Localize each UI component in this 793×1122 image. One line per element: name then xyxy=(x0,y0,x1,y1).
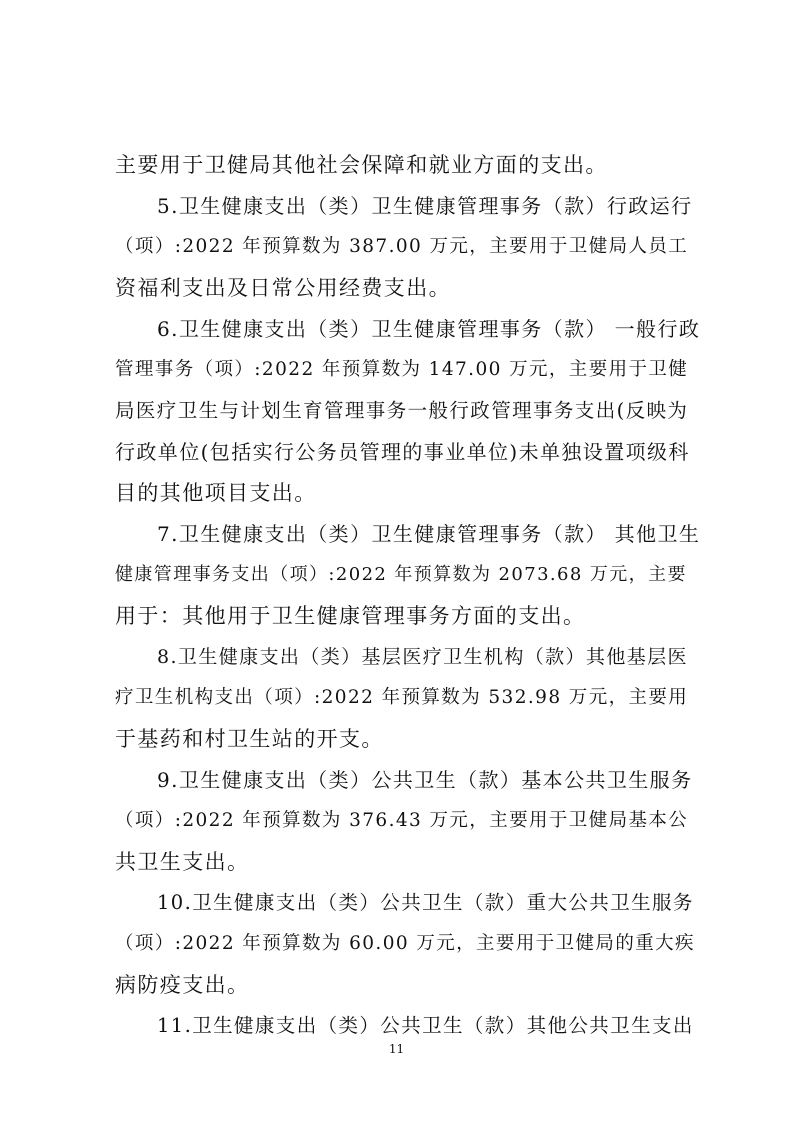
text-line: 局医疗卫生与计划生育管理事务一般行政管理事务支出(反映为 xyxy=(115,399,689,422)
text-line: 11.卫生健康支出（类）公共卫生（款）其他公共卫生支出 xyxy=(157,1014,694,1037)
text-line: （项）:2022 年预算数为 376.43 万元，主要用于卫健局基本公 xyxy=(115,810,689,831)
text-line: 于基药和村卫生站的开支。 xyxy=(115,727,384,751)
text-line: 5.卫生健康支出（类）卫生健康管理事务（款）行政运行 xyxy=(157,194,693,218)
text-line: 资福利支出及日常公用经费支出。 xyxy=(115,276,451,300)
text-line: 行政单位(包括实行公务员管理的事业单位)未单独设置项级科 xyxy=(115,440,690,464)
text-line: 10.卫生健康支出（类）公共卫生（款）重大公共卫生服务 xyxy=(157,891,694,914)
text-line: 9.卫生健康支出（类）公共卫生（款）基本公共卫生服务 xyxy=(157,768,693,792)
text-line: 共卫生支出。 xyxy=(115,850,250,874)
text-line: 管理事务（项）:2022 年预算数为 147.00 万元，主要用于卫健 xyxy=(115,359,689,380)
page-number: 11 xyxy=(388,1042,405,1056)
text-line: 用于：其他用于卫生健康管理事务方面的支出。 xyxy=(115,604,586,628)
text-line: 主要用于卫健局其他社会保障和就业方面的支出。 xyxy=(115,153,608,177)
text-line: （项）:2022 年预算数为 60.00 万元，主要用于卫健局的重大疾 xyxy=(115,933,695,954)
text-line: 6.卫生健康支出（类）卫生健康管理事务（款） 一般行政 xyxy=(157,317,701,341)
text-line: 目的其他项目支出。 xyxy=(115,481,317,505)
text-line: 健康管理事务支出（项）:2022 年预算数为 2073.68 万元，主要 xyxy=(115,564,687,585)
text-line: 7.卫生健康支出（类）卫生健康管理事务（款） 其他卫生 xyxy=(157,522,701,546)
text-line: 病防疫支出。 xyxy=(115,973,250,997)
text-line: 8.卫生健康支出（类）基层医疗卫生机构（款）其他基层医 xyxy=(157,646,688,668)
text-line: 疗卫生机构支出（项）:2022 年预算数为 532.98 万元，主要用 xyxy=(115,687,689,708)
text-line: （项）:2022 年预算数为 387.00 万元，主要用于卫健局人员工 xyxy=(115,236,689,257)
